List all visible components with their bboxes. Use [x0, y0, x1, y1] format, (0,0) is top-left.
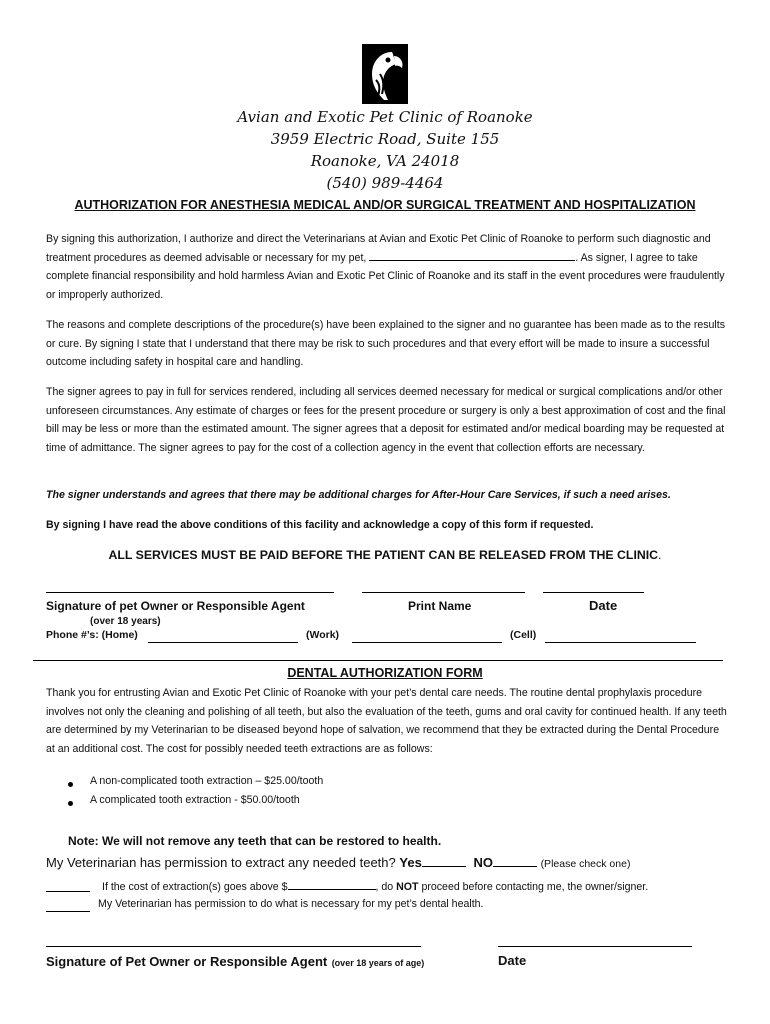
dental-date-label: Date — [498, 953, 527, 968]
yes-label: Yes — [399, 855, 422, 870]
check-hint: (Please check one) — [540, 858, 631, 870]
acknowledge-text: By signing I have read the above conditions of this facility and acknowledge a copy of this form if requested. — [46, 519, 594, 531]
clinic-name: Avian and Exotic Pet Clinic of Roanoke — [237, 108, 533, 126]
authorization-text-a: By signing this authorization, I authorize and direct the Veterinarians at Avian and Exotic Pet Clinic of Roanoke to perform such diagnostic and treatment procedures as deemed advisable or necessary for my pet, — [46, 233, 711, 264]
work-phone-label: (Work) — [306, 629, 340, 641]
option1-text-c: proceed before contacting me, the owner/signer. — [418, 881, 649, 893]
pet-name-field[interactable] — [369, 249, 575, 261]
authorization-paragraph — [46, 230, 730, 304]
clinic-address-line2: Roanoke, VA 24018 — [310, 152, 460, 170]
after-hours-note: The signer understands and agrees that there may be additional charges for After-Hour Care Services, if such a need arises. — [46, 489, 671, 501]
option1-not: NOT — [396, 881, 419, 893]
date-label: Date — [589, 598, 618, 613]
dental-note: Note: We will not remove any teeth that can be restored to health. — [68, 834, 442, 848]
dental-signature-label-line — [46, 953, 424, 971]
date-line[interactable] — [543, 592, 644, 593]
clinic-address-line1: 3959 Electric Road, Suite 155 — [270, 130, 500, 148]
home-phone-label: Phone #’s: (Home) — [46, 629, 138, 641]
permission-question: My Veterinarian has permission to extract any needed teeth? — [46, 855, 396, 870]
cell-phone-field[interactable] — [545, 642, 696, 643]
clinic-phone: (540) 989-4464 — [326, 174, 444, 192]
option1-text-b: , do — [375, 881, 397, 893]
home-phone-field[interactable] — [148, 642, 298, 643]
no-checkbox[interactable] — [493, 854, 537, 867]
cell-phone-label: (Cell) — [510, 629, 537, 641]
yes-checkbox[interactable] — [422, 854, 466, 867]
authorization-text-b: . As signer, I agree to take complete financial responsibility and hold harmless Avian and Exotic Pet Clinic of Roanoke and its staff in the event procedures were fraudulently or improperly authorized. — [46, 251, 725, 301]
price-item-2: A complicated tooth extraction - $50.00/tooth — [90, 794, 300, 806]
payment-notice-line — [0, 548, 770, 562]
dental-title: DENTAL AUTHORIZATION FORM — [287, 666, 483, 680]
dental-signature-label: Signature of Pet Owner or Responsible Agent — [46, 954, 328, 969]
option2-check-field[interactable] — [46, 911, 90, 912]
option1-text-a: If the cost of extraction(s) goes above $ — [102, 881, 288, 893]
dental-signature-age: (over 18 years of age) — [331, 958, 425, 968]
option2-text: My Veterinarian has permission to do what is necessary for my pet’s dental health. — [98, 898, 484, 910]
price-item-1: A non-complicated tooth extraction – $25.00/tooth — [90, 775, 324, 787]
payment-notice-period: . — [658, 548, 662, 562]
procedure-paragraph: The reasons and complete descriptions of the procedure(s) have been explained to the signer and no guarantee has been made as to the results or cure. By signing I state that I understand that there may be risk to such procedures and that every effort will be made to insure a successful outcome including safety in hospital care and handling. — [46, 319, 726, 368]
dental-date-line[interactable] — [498, 946, 692, 947]
owner-signature-label: Signature of pet Owner or Responsible Agent — [46, 599, 305, 613]
dental-signature-line[interactable] — [46, 946, 421, 947]
work-phone-field[interactable] — [352, 642, 502, 643]
age-note: (over 18 years) — [90, 616, 161, 627]
form-title: AUTHORIZATION FOR ANESTHESIA MEDICAL AND/OR SURGICAL TREATMENT AND HOSPITALIZATION — [74, 198, 696, 212]
option1-check-field[interactable] — [46, 891, 90, 892]
owner-signature-line[interactable] — [46, 592, 334, 593]
option1-text — [102, 878, 648, 893]
cost-limit-field[interactable] — [288, 878, 376, 890]
dental-intro: Thank you for entrusting Avian and Exotic Pet Clinic of Roanoke with your pet’s dental care needs. The routine dental prophylaxis procedure involves not only the cleaning and polishing of all teeth, but also the evaluation of the teeth, gums and oral cavity for continued health. If any teeth are determined by my Veterinarian to be diseased beyond hope of salvation, we recommend that they be extracted during the Dental Procedure at an additional cost. The cost for possibly needed teeth extractions are as follows: — [46, 687, 727, 755]
payment-paragraph: The signer agrees to pay in full for services rendered, including all services deemed necessary for medical or surgical complications and/or other unforeseen circumstances. Any estimate of charges or fees for the present procedure or surgery is only a best approximation of cost and the final bill may be less or more than the estimated amount. The signer agrees that a deposit for estimated and/or medical boarding may be requested at time of admittance. The signer agrees to pay for the cost of a collection agency in the event that collection efforts are necessary. — [46, 386, 726, 454]
bullet-icon — [68, 782, 73, 787]
extraction-permission-line — [46, 854, 630, 870]
payment-notice: ALL SERVICES MUST BE PAID BEFORE THE PATIENT CAN BE RELEASED FROM THE CLINIC — [108, 548, 659, 562]
no-label: NO — [473, 855, 493, 870]
print-name-label: Print Name — [408, 599, 472, 613]
parrot-logo-icon — [362, 44, 408, 104]
print-name-line[interactable] — [362, 592, 525, 593]
section-divider — [33, 660, 723, 661]
bullet-icon — [68, 801, 73, 806]
